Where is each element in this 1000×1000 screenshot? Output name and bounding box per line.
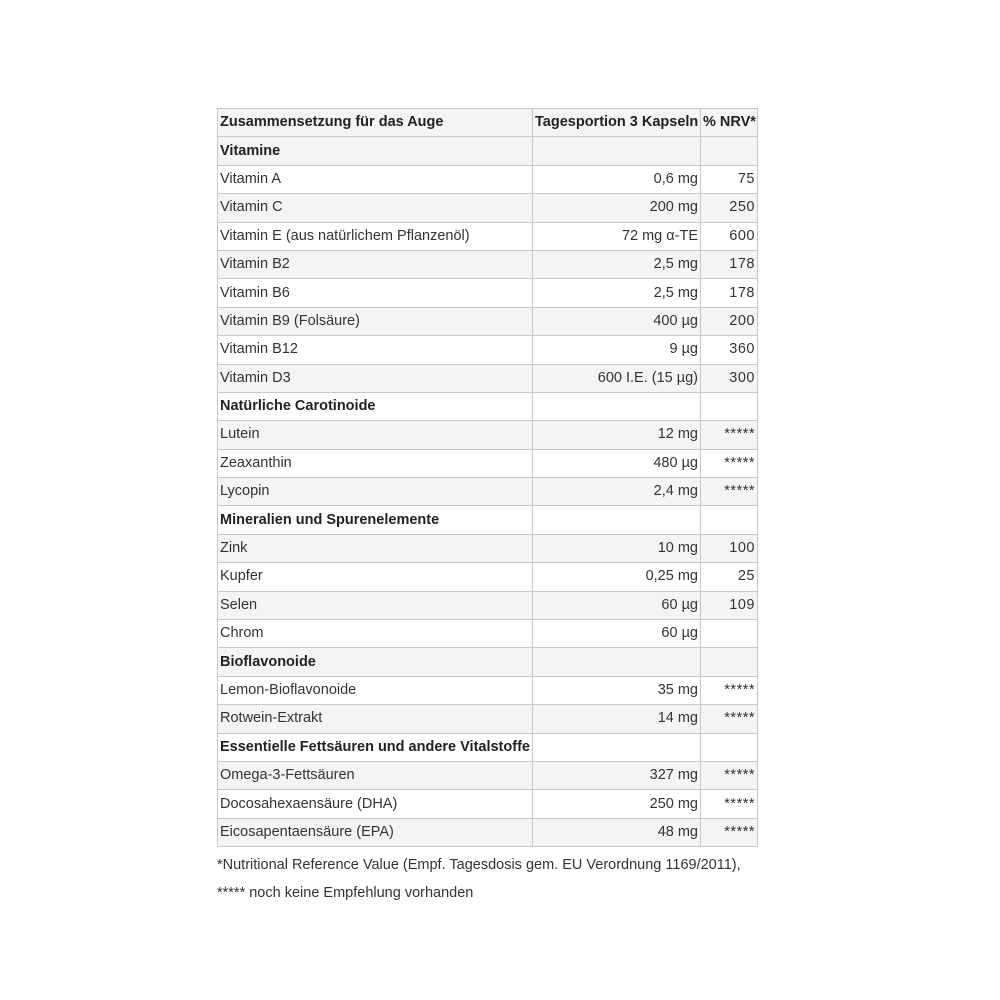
- ingredient-nrv: 178: [701, 250, 758, 278]
- table-row: [218, 222, 758, 250]
- ingredient-amount: 60 µg: [533, 591, 701, 619]
- header-daily-portion: Tagesportion 3 Kapseln: [533, 109, 701, 137]
- ingredient-amount: [533, 506, 701, 534]
- ingredient-nrv: *****: [701, 761, 758, 789]
- ingredient-amount: [533, 733, 701, 761]
- ingredient-amount: 9 µg: [533, 336, 701, 364]
- section-row: [218, 137, 758, 165]
- ingredient-nrv: 250: [701, 194, 758, 222]
- ingredient-amount: 200 mg: [533, 194, 701, 222]
- ingredient-nrv: 75: [701, 165, 758, 193]
- ingredient-amount: 14 mg: [533, 705, 701, 733]
- ingredient-amount: 327 mg: [533, 761, 701, 789]
- footnote-stars: ***** noch keine Empfehlung vorhanden: [217, 885, 474, 902]
- ingredient-amount: 12 mg: [533, 421, 701, 449]
- ingredient-amount: 0,6 mg: [533, 165, 701, 193]
- nutrition-panel: [217, 108, 762, 907]
- footnote-nrv: *Nutritional Reference Value (Empf. Tagesdosis gem. EU Verordnung 1169/2011),: [217, 857, 741, 874]
- ingredient-nrv: 600: [701, 222, 758, 250]
- ingredient-name: Vitamin C: [218, 194, 533, 222]
- ingredient-nrv: 200: [701, 307, 758, 335]
- ingredient-name: Vitamin D3: [218, 364, 533, 392]
- ingredient-nrv: *****: [701, 449, 758, 477]
- ingredient-nrv: 109: [701, 591, 758, 619]
- table-row: [218, 563, 758, 591]
- table-row: [218, 761, 758, 789]
- ingredient-amount: 0,25 mg: [533, 563, 701, 591]
- section-row: [218, 392, 758, 420]
- table-row: [218, 307, 758, 335]
- header-nrv: % NRV*: [701, 109, 758, 137]
- section-label: Bioflavonoide: [218, 648, 533, 676]
- ingredient-amount: 48 mg: [533, 818, 701, 846]
- ingredient-name: Vitamin B2: [218, 250, 533, 278]
- ingredient-name: Vitamin B6: [218, 279, 533, 307]
- ingredient-name: Zeaxanthin: [218, 449, 533, 477]
- ingredient-nrv: *****: [701, 790, 758, 818]
- table-row: [218, 279, 758, 307]
- ingredient-nrv: 178: [701, 279, 758, 307]
- ingredient-nrv: 25: [701, 563, 758, 591]
- section-label: Natürliche Carotinoide: [218, 392, 533, 420]
- ingredient-amount: 480 µg: [533, 449, 701, 477]
- section-row: [218, 506, 758, 534]
- table-row: [218, 818, 758, 846]
- table-row: [218, 364, 758, 392]
- ingredient-nrv: *****: [701, 705, 758, 733]
- ingredient-amount: 250 mg: [533, 790, 701, 818]
- ingredient-name: Zink: [218, 534, 533, 562]
- nutrition-table: [217, 108, 758, 847]
- ingredient-amount: 400 µg: [533, 307, 701, 335]
- ingredient-nrv: [701, 620, 758, 648]
- ingredient-name: Vitamin E (aus natürlichem Pflanzenöl): [218, 222, 533, 250]
- table-row: [218, 194, 758, 222]
- ingredient-name: Lutein: [218, 421, 533, 449]
- ingredient-name: Vitamin B12: [218, 336, 533, 364]
- ingredient-name: Lycopin: [218, 478, 533, 506]
- table-header-row: [218, 109, 758, 137]
- ingredient-name: Chrom: [218, 620, 533, 648]
- ingredient-nrv: [701, 137, 758, 165]
- table-row: [218, 165, 758, 193]
- ingredient-name: Omega-3-Fettsäuren: [218, 761, 533, 789]
- table-row: [218, 250, 758, 278]
- ingredient-amount: 35 mg: [533, 676, 701, 704]
- ingredient-name: Docosahexaensäure (DHA): [218, 790, 533, 818]
- ingredient-name: Selen: [218, 591, 533, 619]
- ingredient-nrv: 360: [701, 336, 758, 364]
- header-ingredient: Zusammensetzung für das Auge: [218, 109, 533, 137]
- ingredient-nrv: *****: [701, 818, 758, 846]
- ingredient-nrv: *****: [701, 478, 758, 506]
- table-row: [218, 534, 758, 562]
- table-row: [218, 478, 758, 506]
- ingredient-amount: 2,4 mg: [533, 478, 701, 506]
- ingredient-amount: 72 mg α-TE: [533, 222, 701, 250]
- ingredient-name: Vitamin B9 (Folsäure): [218, 307, 533, 335]
- section-label: Vitamine: [218, 137, 533, 165]
- ingredient-amount: [533, 392, 701, 420]
- table-body: [218, 137, 758, 847]
- table-row: [218, 790, 758, 818]
- table-row: [218, 336, 758, 364]
- table-row: [218, 449, 758, 477]
- ingredient-name: Eicosapentaensäure (EPA): [218, 818, 533, 846]
- ingredient-nrv: *****: [701, 421, 758, 449]
- ingredient-name: Vitamin A: [218, 165, 533, 193]
- ingredient-nrv: *****: [701, 676, 758, 704]
- section-row: [218, 733, 758, 761]
- ingredient-name: Kupfer: [218, 563, 533, 591]
- ingredient-amount: 600 I.E. (15 µg): [533, 364, 701, 392]
- ingredient-nrv: [701, 506, 758, 534]
- ingredient-nrv: 100: [701, 534, 758, 562]
- ingredient-amount: 2,5 mg: [533, 279, 701, 307]
- table-row: [218, 421, 758, 449]
- ingredient-name: Lemon-Bioflavonoide: [218, 676, 533, 704]
- ingredient-nrv: [701, 733, 758, 761]
- table-row: [218, 705, 758, 733]
- footnotes: [217, 851, 762, 907]
- table-row: [218, 591, 758, 619]
- ingredient-amount: 60 µg: [533, 620, 701, 648]
- ingredient-amount: [533, 137, 701, 165]
- ingredient-amount: [533, 648, 701, 676]
- ingredient-nrv: [701, 648, 758, 676]
- ingredient-amount: 2,5 mg: [533, 250, 701, 278]
- section-label: Essentielle Fettsäuren und andere Vitalstoffe: [218, 733, 533, 761]
- ingredient-amount: 10 mg: [533, 534, 701, 562]
- ingredient-nrv: 300: [701, 364, 758, 392]
- section-label: Mineralien und Spurenelemente: [218, 506, 533, 534]
- ingredient-nrv: [701, 392, 758, 420]
- ingredient-name: Rotwein-Extrakt: [218, 705, 533, 733]
- table-row: [218, 620, 758, 648]
- table-row: [218, 676, 758, 704]
- section-row: [218, 648, 758, 676]
